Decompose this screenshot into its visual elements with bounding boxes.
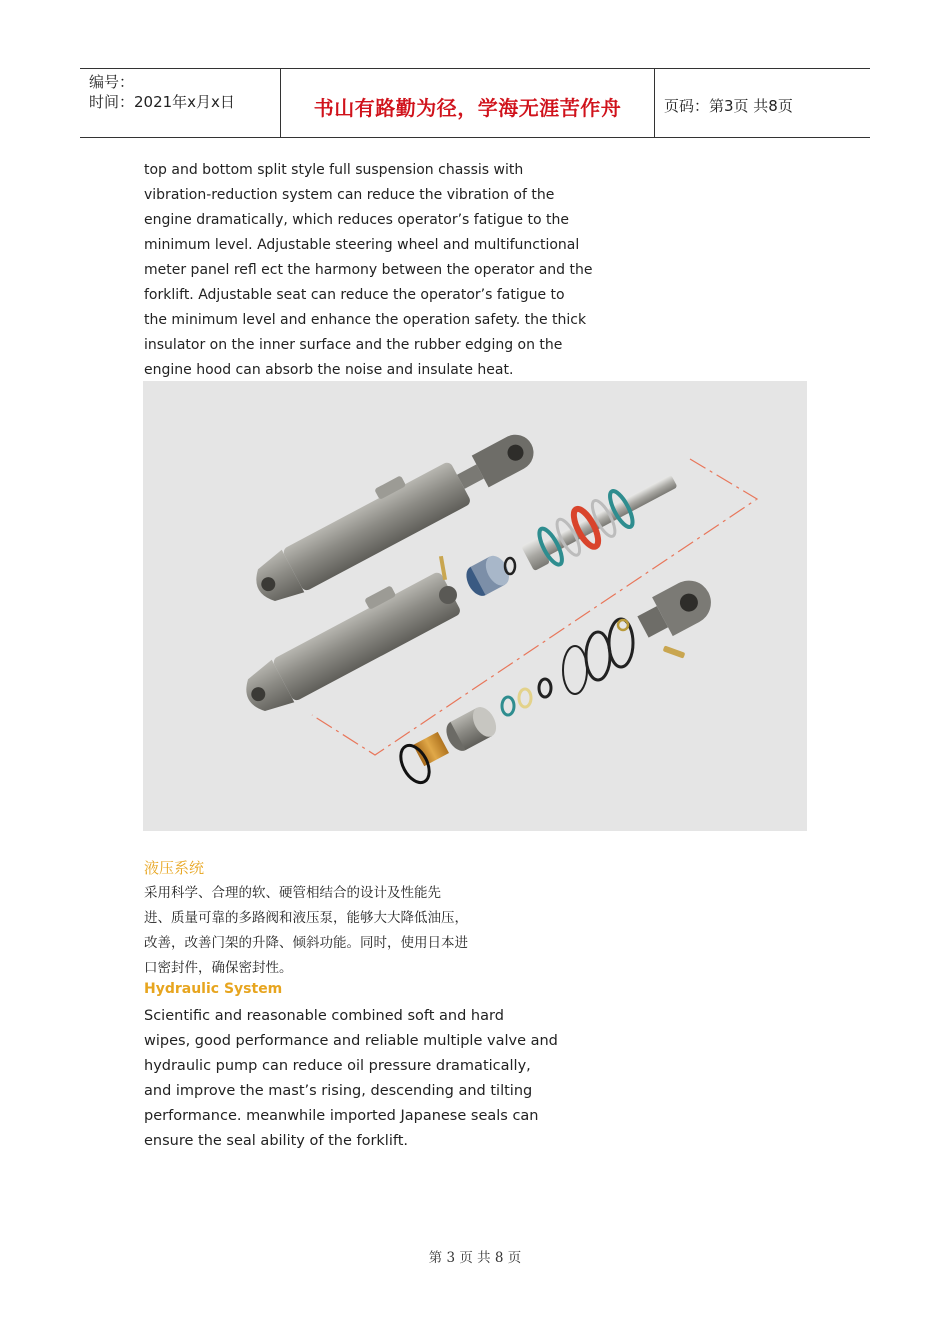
header-motto-cell [281,69,655,137]
page-footer: 第 3 页 共 8 页 [428,1250,522,1266]
hydraulic-en-paragraph [144,1004,558,1154]
text-line: minimum level. Adjustable steering wheel and multifunctional [144,237,580,253]
text-line: engine hood can absorb the noise and insulate heat. [144,362,514,378]
text-line: ensure the seal ability of the forklift. [144,1133,409,1149]
text-line: 进、质量可靠的多路阀和液压泵，能够大大降低油压， [144,910,468,926]
text-line: engine dramatically, which reduces operator’s fatigue to the [144,212,569,228]
text-line: 口密封件，确保密封性。 [144,960,293,976]
text-line: vibration-reduction system can reduce the vibration of the [144,187,555,203]
doc-date: 时间：2021年x月x日 [89,93,235,111]
hydraulic-cn-paragraph [144,881,468,981]
text-line: performance. meanwhile imported Japanese seals can [144,1108,539,1124]
doc-number-label: 编号： [89,73,135,91]
text-line: and improve the mast’s rising, descending and tilting [144,1083,533,1099]
text-line: 改善，改善门架的升降、倾斜功能。同时，使用日本进 [144,935,468,951]
header-page-info: 页码：第3页 共8页 [664,96,793,115]
text-line: forklift. Adjustable seat can reduce the operator’s fatigue to [144,287,565,303]
exploded-cylinder-illustration [143,381,807,831]
text-line: top and bottom split style full suspension chassis with [144,162,524,178]
text-line: meter panel refl ect the harmony between the operator and the [144,262,593,278]
page-header [80,68,870,138]
header-motto: 书山有路勤为径，学海无涯苦作舟 [313,95,622,120]
header-meta-cell [80,69,281,137]
text-line: hydraulic pump can reduce oil pressure dramatically, [144,1058,531,1074]
text-line: Scientific and reasonable combined soft and hard [144,1008,504,1024]
intro-paragraph [144,158,592,383]
text-line: the minimum level and enhance the operation safety. the thick [144,312,587,328]
hydraulic-cylinder-image [143,381,807,831]
hydraulic-cn-title: 液压系统 [144,859,205,877]
text-line: wipes, good performance and reliable multiple valve and [144,1033,558,1049]
header-page-cell [655,69,870,137]
text-line: 采用科学、合理的软、硬管相结合的设计及性能先 [144,885,441,901]
text-line: insulator on the inner surface and the rubber edging on the [144,337,563,353]
hydraulic-en-title: Hydraulic System [144,981,283,997]
